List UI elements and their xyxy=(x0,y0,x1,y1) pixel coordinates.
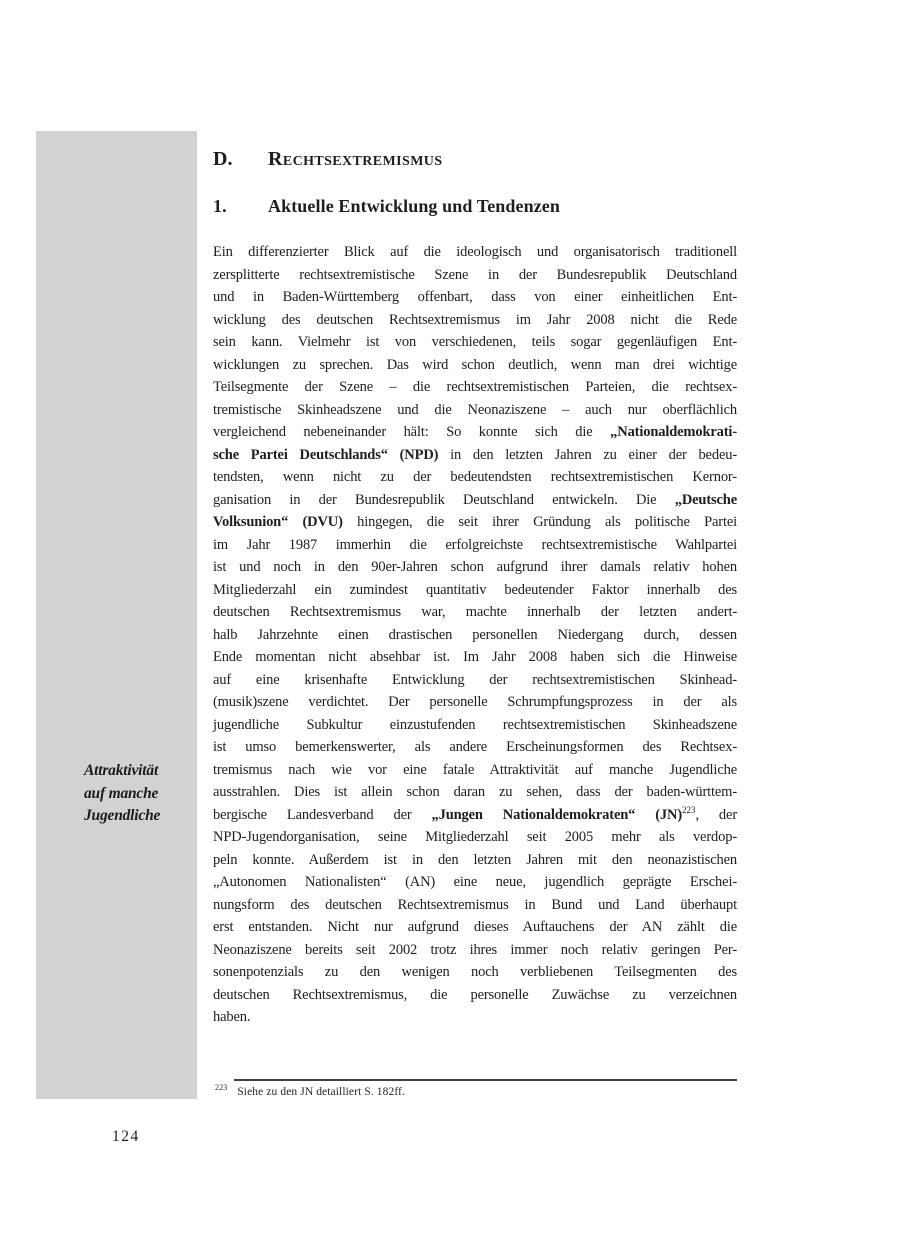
body-line xyxy=(213,691,737,714)
footnote-text: Siehe zu den JN detailliert S. 182ff. xyxy=(237,1086,405,1098)
bold-term: „Jungen Nationaldemokraten“ (JN) xyxy=(431,806,682,823)
section-heading-label: D. xyxy=(213,148,233,170)
text-run: im Jahr 1987 immerhin die erfolgreichste rechtsextremistische Wahlpartei xyxy=(213,536,737,553)
body-line xyxy=(213,354,737,377)
bold-term: „Deutsche xyxy=(674,491,737,508)
text-run: ist und noch in den 90er-Jahren schon aufgrund ihrer damals relativ hohen xyxy=(213,559,737,575)
margin-note xyxy=(84,760,204,828)
body-line xyxy=(213,421,737,444)
body-line xyxy=(213,939,737,962)
text-run: sonenpotenzials zu den wenigen noch verbliebenen Teilsegmenten des xyxy=(213,964,737,980)
text-run: halb Jahrzehnte einen drastischen personellen Niedergang durch, dessen xyxy=(213,626,737,643)
text-run: Neonaziszene bereits seit 2002 trotz ihres immer noch relativ geringen Per- xyxy=(213,941,737,958)
body-line xyxy=(213,1006,737,1029)
footnote-divider xyxy=(234,1079,737,1081)
bold-term: Volksunion“ (DVU) xyxy=(213,514,343,530)
body-line xyxy=(213,241,737,264)
body-line xyxy=(213,444,737,467)
body-line xyxy=(213,264,737,287)
body-line xyxy=(213,579,737,602)
text-run: bergische Landesverband der xyxy=(213,806,432,823)
body-line xyxy=(213,871,737,894)
text-run: , der xyxy=(695,806,737,823)
body-line xyxy=(213,646,737,669)
section-heading-title: Rechtsextremismus xyxy=(268,148,443,170)
margin-note-line: Jugendliche xyxy=(84,807,161,824)
text-run: vergleichend nebeneinander hält: So konnte sich die xyxy=(213,424,611,440)
text-run: wicklung des deutschen Rechtsextremismus im Jahr 2008 nicht die Rede xyxy=(213,311,737,328)
text-run: ausstrahlen. Dies ist allein schon daran zu sehen, dass der baden-württem- xyxy=(213,784,737,800)
subsection-heading-label: 1. xyxy=(213,196,227,216)
bold-term: sche Partei Deutschlands“ (NPD) xyxy=(213,446,439,463)
body-line xyxy=(213,556,737,579)
text-run: tremismus nach wie vor eine fatale Attraktivität auf manche Jugendliche xyxy=(213,761,737,778)
footnote-reference: 223 xyxy=(682,804,696,815)
body-line xyxy=(213,781,737,804)
text-run: (musik)szene verdichtet. Der personelle Schrumpfungsprozess in der als xyxy=(213,694,737,710)
footnote-marker: 223 xyxy=(215,1083,228,1093)
body-line xyxy=(213,961,737,984)
text-run: erst entstanden. Nicht nur aufgrund dieses Auftauchens der AN zählt die xyxy=(213,919,737,935)
body-line xyxy=(213,759,737,782)
body-line xyxy=(213,736,737,759)
body-line xyxy=(213,331,737,354)
body-line xyxy=(213,489,737,512)
text-run: jugendliche Subkultur einzustufenden rechtsextremistischen Skinheadszene xyxy=(213,716,737,733)
body-line xyxy=(213,894,737,917)
section-heading xyxy=(213,148,443,171)
body-line xyxy=(213,309,737,332)
page-number: 124 xyxy=(112,1128,140,1145)
body-line xyxy=(213,466,737,489)
text-run: tremistische Skinheadszene und die Neonaziszene – auch nur oberflächlich xyxy=(213,401,737,418)
body-line xyxy=(213,849,737,872)
text-run: in den letzten Jahren zu einer der bedeu- xyxy=(438,446,738,463)
text-run: Mitgliederzahl ein zumindest quantitativ bedeutender Faktor innerhalb des xyxy=(213,581,737,598)
body-line xyxy=(213,804,737,827)
text-run: zersplitterte rechtsextremistische Szene in der Bundesrepublik Deutschland xyxy=(213,266,737,283)
body-text xyxy=(213,241,737,1029)
body-line xyxy=(213,714,737,737)
body-line xyxy=(213,376,737,399)
text-run: Teilsegmente der Szene – die rechtsextremistischen Parteien, die rechtsex- xyxy=(213,379,737,395)
text-run: ist umso bemerkenswerter, als andere Erscheinungsformen des Rechtsex- xyxy=(213,739,737,755)
text-run: „Autonomen Nationalisten“ (AN) eine neue, jugendlich geprägte Erschei- xyxy=(213,874,737,890)
subsection-heading-title: Aktuelle Entwicklung und Tendenzen xyxy=(268,196,560,216)
footnote xyxy=(215,1083,737,1098)
text-run: sein kann. Vielmehr ist von verschiedenen, teils sogar gegenläufigen Ent- xyxy=(213,334,737,350)
text-run: peln konnte. Außerdem ist in den letzten Jahren mit den neonazistischen xyxy=(213,851,737,868)
body-line xyxy=(213,534,737,557)
body-line xyxy=(213,511,737,534)
text-run: haben. xyxy=(213,1009,251,1025)
bold-term: „Nationaldemokrati- xyxy=(610,424,737,440)
body-line xyxy=(213,286,737,309)
text-run: wicklungen zu sprechen. Das wird schon deutlich, wenn man drei wichtige xyxy=(213,356,737,373)
body-line xyxy=(213,669,737,692)
body-line xyxy=(213,826,737,849)
body-line xyxy=(213,399,737,422)
text-run: deutschen Rechtsextremismus war, machte innerhalb der letzten andert- xyxy=(213,604,737,620)
text-run: NPD-Jugendorganisation, seine Mitgliederzahl seit 2005 mehr als verdop- xyxy=(213,829,737,845)
text-run: Ende momentan nicht absehbar ist. Im Jahr 2008 haben sich die Hinweise xyxy=(213,649,737,665)
text-run: auf eine krisenhafte Entwicklung der rechtsextremistischen Skinhead- xyxy=(213,671,737,688)
text-run: nungsform des deutschen Rechtsextremismus in Bund und Land überhaupt xyxy=(213,896,737,913)
text-run: tendsten, wenn nicht zu der bedeutendsten rechtsextremistischen Kernor- xyxy=(213,469,737,485)
body-line xyxy=(213,984,737,1007)
text-run: ganisation in der Bundesrepublik Deutschland entwickeln. Die xyxy=(213,491,675,508)
margin-note-line: auf manche xyxy=(84,784,159,802)
margin-note-line: Attraktivität xyxy=(84,762,159,779)
subsection-heading xyxy=(213,196,560,217)
text-run: deutschen Rechtsextremismus, die personelle Zuwächse zu verzeichnen xyxy=(213,986,737,1003)
text-run: Ein differenzierter Blick auf die ideologisch und organisatorisch traditionell xyxy=(213,244,737,260)
body-line xyxy=(213,624,737,647)
body-line xyxy=(213,601,737,624)
text-run: und in Baden-Württemberg offenbart, dass von einer einheitlichen Ent- xyxy=(213,289,737,305)
body-line xyxy=(213,916,737,939)
margin-sidebar xyxy=(36,131,197,1099)
text-run: hingegen, die seit ihrer Gründung als politische Partei xyxy=(342,514,737,530)
